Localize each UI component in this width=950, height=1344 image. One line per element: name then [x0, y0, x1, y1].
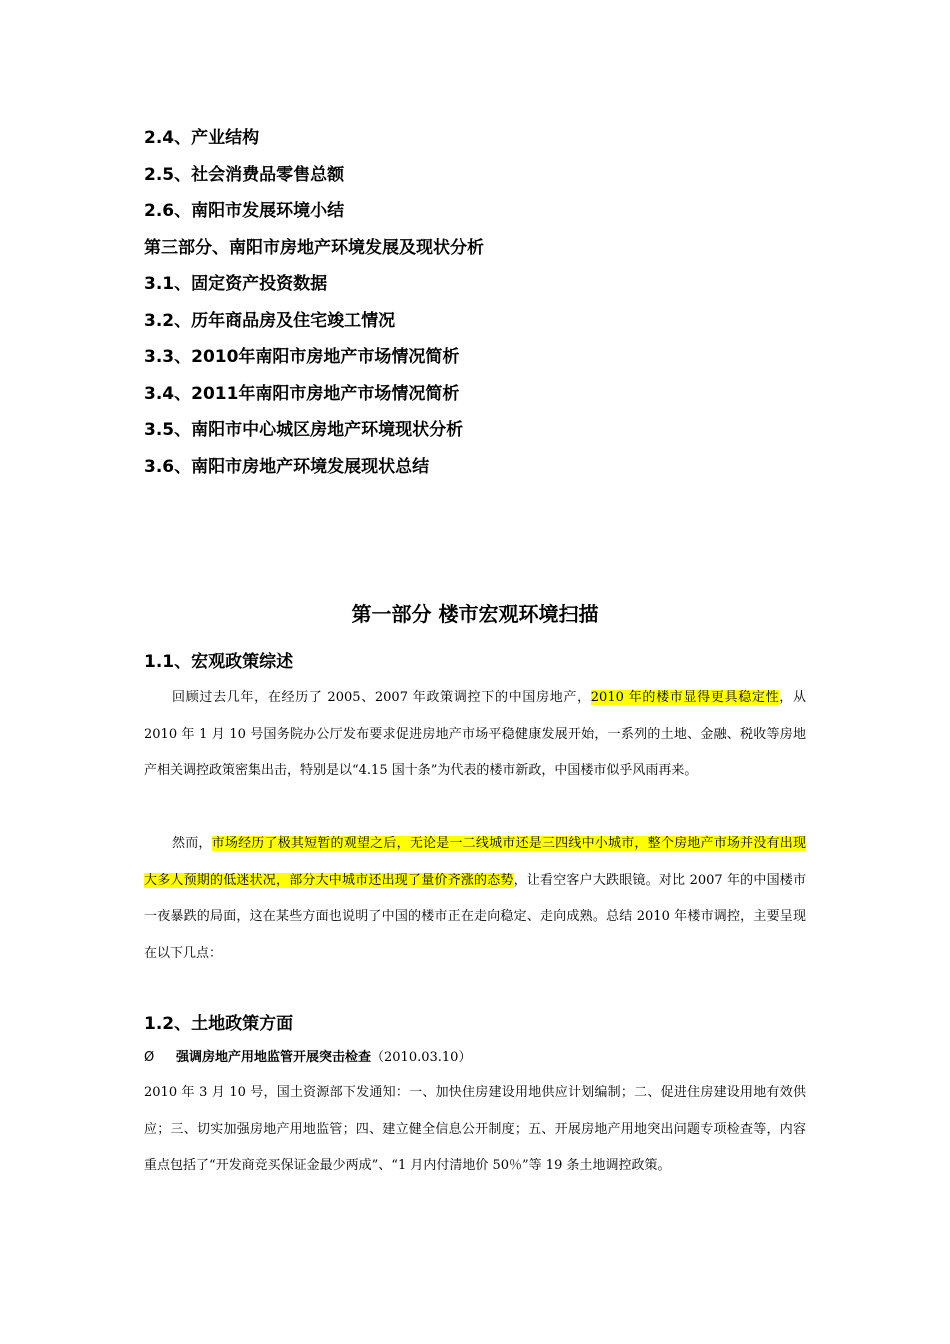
section-heading-1-1: 1.1、宏观政策综述 [144, 652, 294, 672]
paragraph-text: ，让看空客户大跌眼镜。对比 2007 年的中国楼市一夜暴跌的局面，这在某些方面也说明了中国的楼市正在走向稳定、走向成熟。总结 2010 年楼市调控，主要呈现在以下几点： [144, 872, 806, 961]
bullet-date: （2010.03.10） [371, 1050, 472, 1065]
table-of-contents [144, 124, 824, 489]
toc-item: 3.4、2011年南阳市房地产市场情况简析 [144, 383, 460, 404]
bullet-item-land-supervision [144, 1046, 471, 1070]
paragraph-land-policy: 2010 年 3 月 10 号，国土资源部下发通知：一、加快住房建设用地供应计划编制；二、促进住房建设用地有效供应；三、切实加强房地产用地监管；四、建立健全信息公开制度；五、开展房地产用地突出问题专项检查等，内容重点包括了“开发商竞买保证金最少两成”、“1 月内付清地价 50％”等 19 条土地调控政策。 [144, 1085, 806, 1174]
paragraph-text: ，从 2010 年 1 月 10 号国务院办公厅发布要求促进房地产市场平稳健康发展开始，一系列的土地、金融、税收等房地产相关调控政策密集出击，特别是以“4.15 国十条”为代表的楼市新政，中国楼市似乎风雨再来。 [144, 690, 806, 779]
toc-item: 第三部分、南阳市房地产环境发展及现状分析 [144, 237, 484, 258]
paragraph-market-reaction [144, 826, 806, 972]
part-title: 第一部分 楼市宏观环境扫描 [351, 602, 599, 626]
highlighted-text: 2010 年的楼市显得更具稳定性 [590, 690, 780, 705]
bullet-marker: Ø [144, 1050, 155, 1065]
paragraph-text: 回顾过去几年，在经历了 2005、2007 年政策调控下的中国房地产， [172, 690, 591, 705]
section-heading-1-2: 1.2、土地政策方面 [144, 1014, 294, 1034]
toc-item: 3.6、南阳市房地产环境发展现状总结 [144, 456, 430, 477]
toc-item: 2.4、产业结构 [144, 128, 260, 148]
toc-item: 2.6、南阳市发展环境小结 [144, 201, 345, 221]
toc-item: 2.5、社会消费品零售总额 [144, 164, 345, 185]
paragraph-text: 然而， [172, 836, 212, 851]
paragraph-policy-overview [144, 680, 806, 790]
toc-item: 3.1、固定资产投资数据 [144, 274, 328, 294]
highlighted-text: 市场经历了极其短暂的观望之后，无论是一二线城市还是三四线中小城市，整个房地产市场并没有出现大多人预期的低迷状况，部分大中城市还出现了量价齐涨的态势 [144, 836, 806, 888]
toc-item: 3.2、历年商品房及住宅竣工情况 [144, 310, 396, 331]
bullet-title: 强调房地产用地监管开展突击检查 [176, 1050, 372, 1065]
toc-item: 3.3、2010年南阳市房地产市场情况简析 [144, 347, 460, 367]
toc-item: 3.5、南阳市中心城区房地产环境现状分析 [144, 420, 464, 440]
